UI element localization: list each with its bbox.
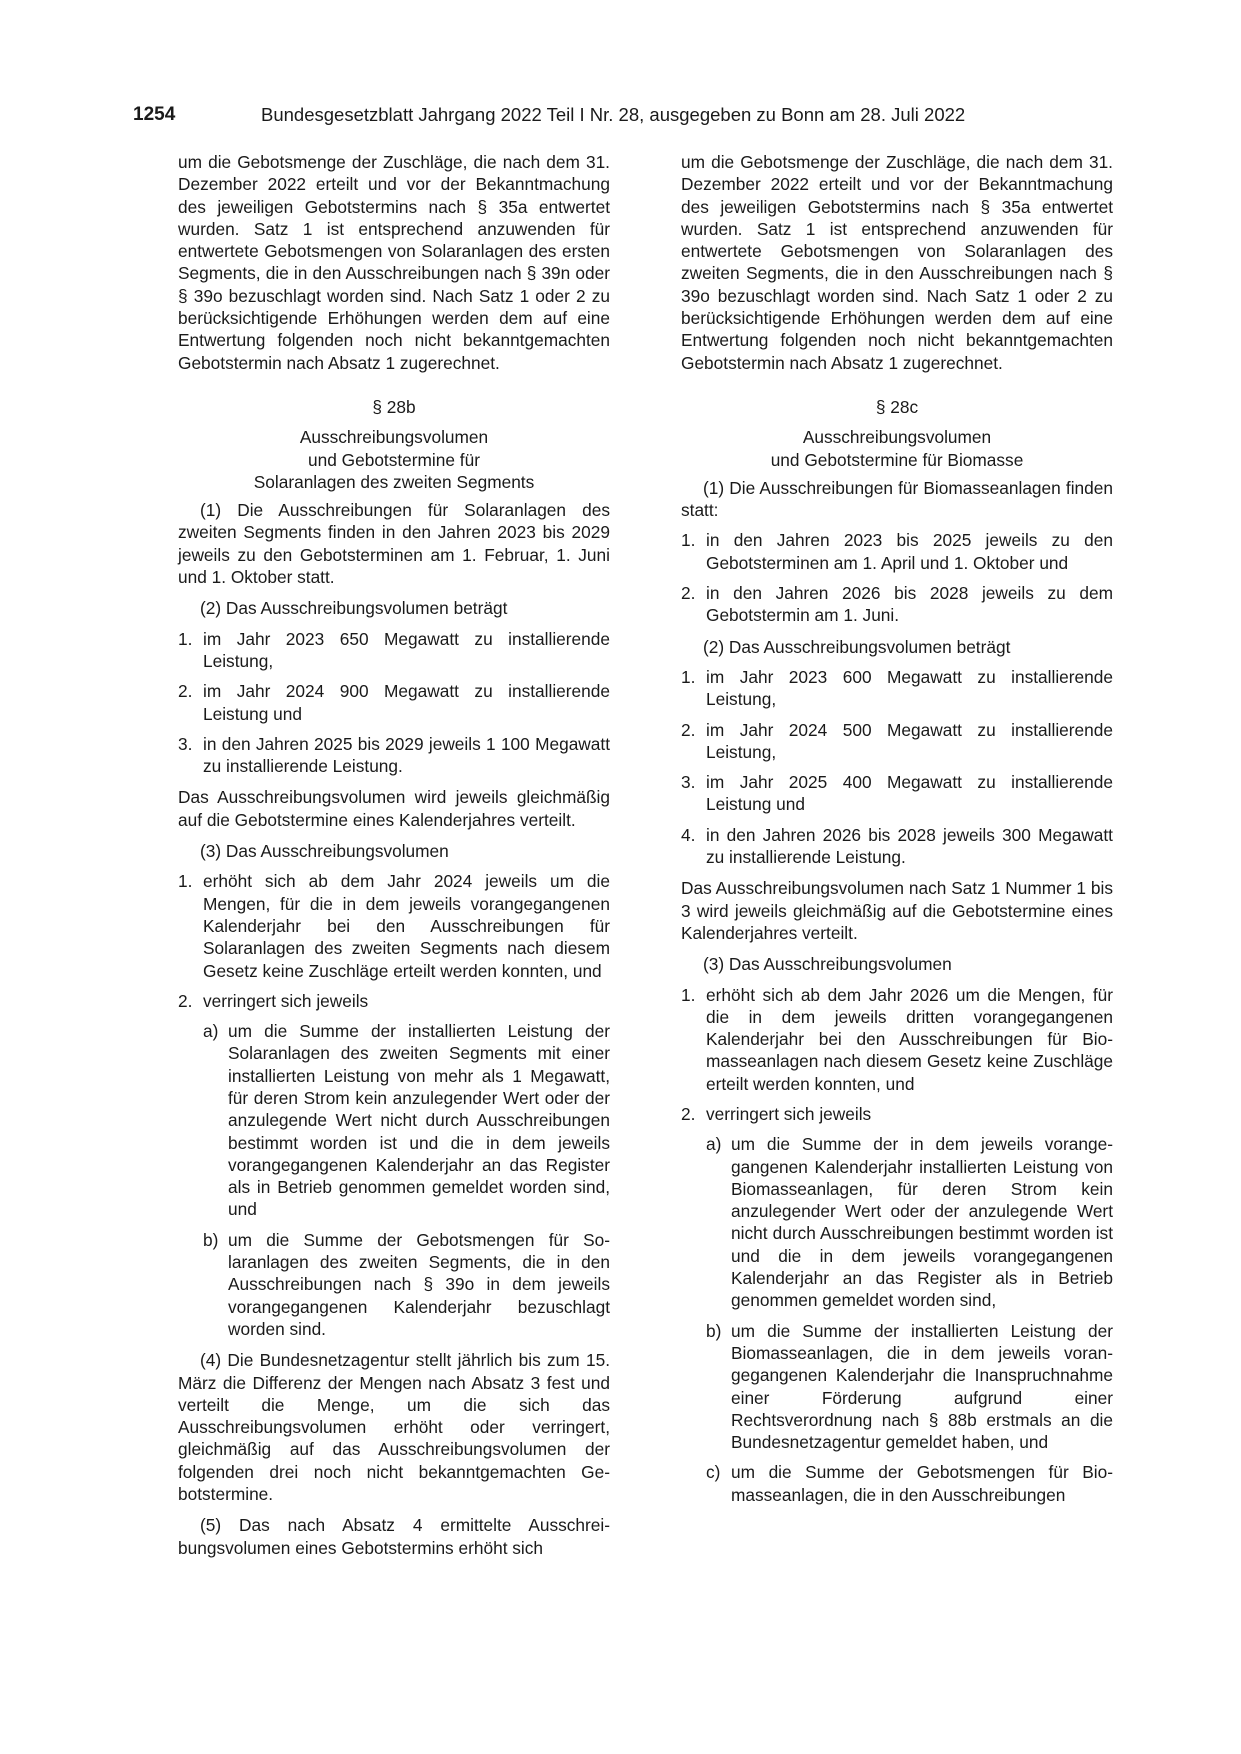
sub-list-item [203, 1020, 610, 1221]
section-28b-number: § 28b [372, 396, 416, 417]
sub-list-label: c) [706, 1462, 721, 1483]
left-paragraph-5: (5) Das nach Absatz 4 ermittelte Ausschreibungsvolumen eines Gebotstermins erhöht sich [178, 1515, 610, 1558]
right-paragraph-3-intro: (3) Das Ausschreibungsvolumen [703, 954, 952, 975]
list-label: 2. [178, 681, 193, 702]
left-paragraph-4: (4) Die Bundesnetzagentur stellt jährlich bis zum 15. März die Differenz der Mengen nach Absatz 3 fest und verteilt die Menge, um die sich das Ausschreibungsvolumen erhöht oder verringert, gleichmäßig auf das Ausschreibungsvolumen der folgenden drei noch nicht bekanntgemachten Gebotstermine. [178, 1350, 610, 1505]
list-label: 1. [178, 871, 193, 892]
page-number: 1254 [133, 104, 176, 125]
list-label: 3. [178, 733, 193, 754]
sub-list-label: a) [706, 1134, 722, 1155]
list-label: 1. [681, 666, 696, 687]
list-text: erhöht sich ab dem Jahr 2026 um die Mengen, für die in dem jeweils dritten vorangegangenen Kalenderjahr bei den Ausschreibungen für Biomasseanlagen nach diesem Gesetz keine Zuschläge erteilt werden konnten, und [706, 984, 1113, 1094]
list-label: 3. [681, 772, 696, 793]
list-text: im Jahr 2023 600 Megawatt zu installierende Leistung, [706, 666, 1113, 710]
left-paragraph-2-intro: (2) Das Ausschreibungsvolumen beträgt [200, 598, 508, 619]
sub-list-item [203, 1229, 610, 1340]
list-text: im Jahr 2023 650 Megawatt zu installierende Leistung, [203, 628, 610, 671]
list-text: verringert sich jeweils [706, 1103, 872, 1124]
sub-list-text: um die Summe der installierten Leistung der Solaranlagen des zweiten Segments mit einer installierten Leistung von mehr als 1 Megawatt, für deren Strom kein anzulegender Wert oder der anzulegende Wert nicht durch Ausschreibungen bestimmt worden ist und die in dem jeweils vorangegangenen Kalenderjahr an das Register als in Betrieb genommen gemeldet worden sind, und [228, 1021, 610, 1220]
list-label: 4. [681, 824, 696, 845]
list-text: in den Jahren 2026 bis 2028 jeweils 300 Megawatt zu installierende Leistung. [706, 824, 1113, 868]
list-item [178, 680, 610, 725]
list-item [178, 733, 610, 778]
sub-list-item [706, 1461, 1113, 1506]
list-label: 1. [681, 984, 696, 1005]
list-text: erhöht sich ab dem Jahr 2024 jeweils um die Mengen, für die in dem jeweils vorangegangenen Kalenderjahr bei den Ausschreibungen für Solaranlagen des zweiten Segments nach diesem Gesetz keine Zuschläge erteilt werden konnten, und [203, 871, 610, 981]
list-text: in den Jahren 2023 bis 2025 jeweils zu den Gebotsterminen am 1. April und 1. Oktober und [706, 530, 1113, 573]
section-28c-number: § 28c [875, 396, 919, 417]
sub-list-item [706, 1320, 1113, 1454]
list-label: 2. [178, 990, 193, 1011]
section-28c-title-line: Ausschreibungsvolumen [802, 427, 992, 448]
right-column [681, 151, 1113, 1506]
sub-list-label: a) [203, 1021, 219, 1042]
section-28b-title [178, 426, 610, 493]
sub-list-label: b) [706, 1320, 722, 1341]
section-28b-title-line: Solaranlagen des zweiten Segments [253, 471, 535, 492]
left-paragraph-3-intro: (3) Das Ausschreibungsvolumen [200, 841, 449, 862]
right-intro: um die Gebotsmenge der Zuschläge, die nach dem 31. Dezember 2022 erteilt und vor der Bekanntmachung des jeweiligen Gebotstermins nach § 35a entwertet wurden. Satz 1 ist entsprechend anzuwenden für entwertete Gebotsmengen von Solaranlagen des zweiten Segments, die in den Ausschreibungen nach § 39o bezuschlagt worden sind. Nach Satz 1 oder 2 zu berücksichtigende Erhöhungen werden dem auf eine Entwertung folgenden noch nicht bekanntgemachten Gebotstermin nach Absatz 1 zugerechnet. [681, 152, 1113, 373]
list-item [681, 771, 1113, 816]
list-text: im Jahr 2024 500 Megawatt zu installierende Leistung, [706, 719, 1113, 762]
page-header [133, 100, 1121, 130]
left-paragraph-2-after: Das Ausschreibungsvolumen wird jeweils gleichmäßig auf die Gebotstermine eines Kalenderjahres verteilt. [178, 787, 610, 830]
list-item [178, 628, 610, 673]
section-28c-title-line: und Gebotstermine für Biomasse [770, 449, 1024, 470]
list-text: in den Jahren 2025 bis 2029 jeweils 1 100 Megawatt zu installierende Leistung. [203, 733, 610, 777]
left-intro: um die Gebotsmenge der Zuschläge, die nach dem 31. Dezember 2022 erteilt und vor der Bekanntmachung des jeweiligen Gebotstermins nach § 35a entwertet wurden. Satz 1 ist entsprechend anzuwenden für entwertete Gebotsmengen von Solaranlagen des ersten Segments, die in den Ausschreibungen nach § 39n oder § 39o bezuschlagt worden sind. Nach Satz 1 oder 2 zu berücksichtigende Erhöhungen werden dem auf eine Entwertung folgenden noch nicht bekanntgemachten Gebotstermin nach Absatz 1 zugerechnet. [178, 152, 610, 373]
list-text: verringert sich jeweils [203, 990, 369, 1011]
list-text: in den Jahren 2026 bis 2028 jeweils zu dem Gebotstermin am 1. Juni. [706, 583, 1113, 626]
list-label: 2. [681, 583, 696, 604]
list-item [681, 984, 1113, 1095]
sub-list-text: um die Summe der Gebotsmengen für Solaranlagen des zweiten Segments, die in den Ausschreibungen nach § 39o in dem jeweils vorangegangenen Kalenderjahr bezuschlagt worden sind. [228, 1229, 610, 1339]
list-item [178, 990, 610, 1012]
section-28b-title-line: und Gebotstermine für [308, 449, 480, 470]
right-paragraph-1: (1) Die Ausschreibungen für Biomasseanlagen finden statt: [681, 477, 1113, 521]
left-paragraph-1: (1) Die Ausschreibungen für Solaranlagen des zweiten Segments finden in den Jahren 2023 bis 2029 jeweils zu den Gebotsterminen am 1. Februar, 1. Juni und 1. Oktober statt. [178, 500, 610, 588]
list-item [178, 870, 610, 981]
sub-list-text: um die Summe der in dem jeweils vorangegangenen Kalenderjahr installierten Leistung von Biomasseanlagen, für deren Strom kein anzulegender Wert oder der anzulegende Wert nicht durch Ausschreibungen bestimmt worden ist und die in dem jeweils vorangegangenen Kalenderjahr an das Register als in Betrieb genommen gemeldet worden sind, [731, 1134, 1113, 1311]
list-text: im Jahr 2024 900 Megawatt zu installierende Leistung und [203, 681, 610, 724]
gazette-title: Bundesgesetzblatt Jahrgang 2022 Teil I Nr. 28, ausgegeben zu Bonn am 28. Juli 2022 [261, 104, 966, 125]
list-label: 2. [681, 1103, 696, 1124]
list-text: im Jahr 2025 400 Megawatt zu installierende Leistung und [706, 772, 1113, 815]
list-label: 1. [681, 530, 696, 551]
section-28c-title [681, 426, 1113, 471]
list-item [681, 1103, 1113, 1125]
sub-list-text: um die Summe der Gebotsmengen für Biomasseanlagen, die in den Ausschreibungen [731, 1462, 1113, 1505]
list-item [681, 824, 1113, 869]
list-item [681, 666, 1113, 711]
list-label: 1. [178, 628, 193, 649]
list-item [681, 529, 1113, 574]
right-paragraph-2-intro: (2) Das Ausschreibungsvolumen beträgt [703, 636, 1011, 657]
right-paragraph-2-after: Das Ausschreibungsvolumen nach Satz 1 Nummer 1 bis 3 wird jeweils gleichmäßig auf die Gebotstermine eines Kalenderjahres verteilt. [681, 878, 1113, 943]
section-28b-title-line: Ausschreibungsvolumen [299, 427, 489, 448]
sub-list-label: b) [203, 1229, 219, 1250]
left-column [178, 151, 610, 1559]
sub-list-text: um die Summe der installierten Leistung der Biomasseanlagen, die in dem jeweils vorangegangenen Kalenderjahr die Inanspruchnahme einer Förderung aufgrund einer Rechtsverordnung nach § 88b erstmals an die Bundesnetzagentur gemeldet haben, und [731, 1320, 1113, 1453]
list-item [681, 582, 1113, 627]
list-label: 2. [681, 719, 696, 740]
sub-list-item [706, 1133, 1113, 1311]
list-item [681, 719, 1113, 764]
